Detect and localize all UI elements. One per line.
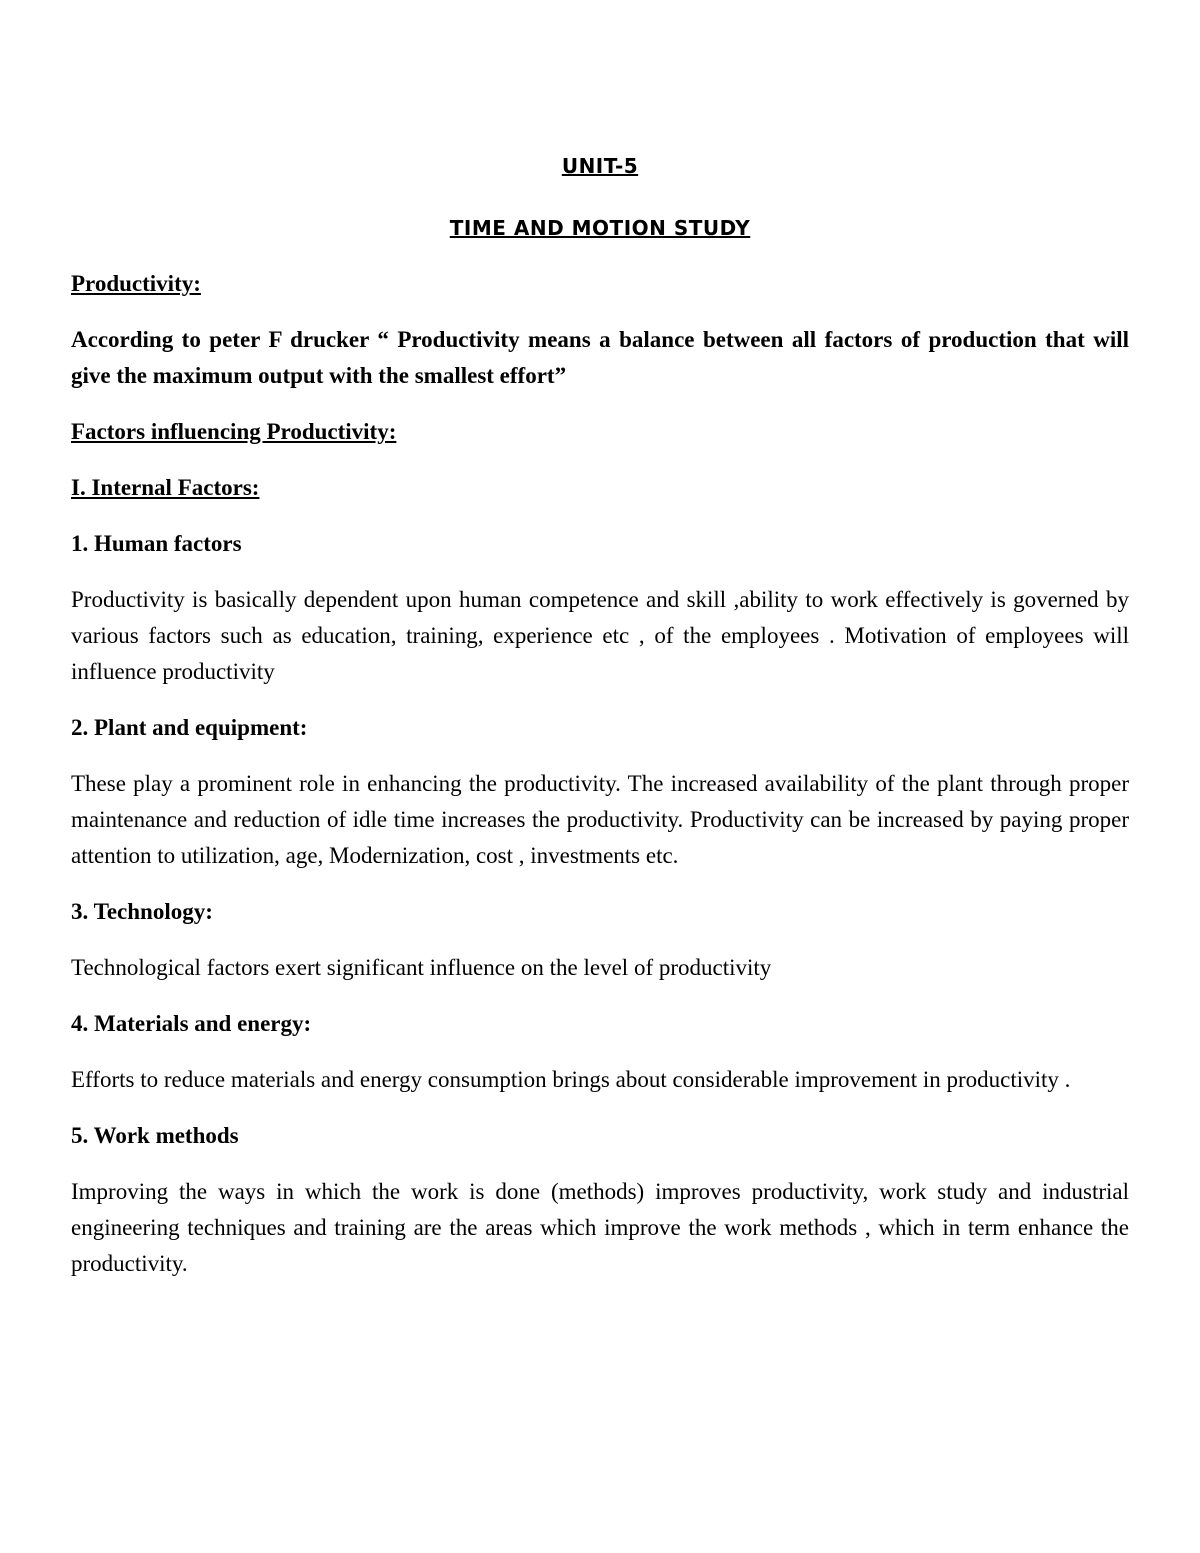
- section-heading-human-factors: 1. Human factors: [71, 531, 242, 556]
- document-title: TIME AND MOTION STUDY: [449, 216, 751, 240]
- section-body-materials-energy: Efforts to reduce materials and energy consumption brings about considerable improvement in productivity .: [71, 1067, 1071, 1092]
- section-body-human-factors: Productivity is basically dependent upon human competence and skill ,ability to work effectively is governed by various factors such as education, training, experience etc , of the employees . Motivation of employees will influence productivity: [71, 587, 1129, 684]
- unit-title: UNIT-5: [561, 154, 639, 178]
- productivity-definition: According to peter F drucker “ Productivity means a balance between all factors of production that will give the maximum output with the smallest effort”: [71, 327, 1129, 388]
- document-content: [71, 148, 1129, 1282]
- section-body-work-methods: Improving the ways in which the work is done (methods) improves productivity, work study and industrial engineering techniques and training are the areas which improve the work methods , which in term enhance the productivity.: [71, 1179, 1129, 1276]
- section-body-plant-equipment: These play a prominent role in enhancing the productivity. The increased availability of the plant through proper maintenance and reduction of idle time increases the productivity. Productivity can be increased by paying proper attention to utilization, age, Modernization, cost , investments etc.: [71, 771, 1129, 868]
- section-heading-materials-energy: 4. Materials and energy:: [71, 1011, 312, 1036]
- section-heading-work-methods: 5. Work methods: [71, 1123, 239, 1148]
- internal-factors-heading: I. Internal Factors:: [71, 475, 260, 500]
- section-heading-plant-equipment: 2. Plant and equipment:: [71, 715, 308, 740]
- section-body-technology: Technological factors exert significant influence on the level of productivity: [71, 955, 772, 980]
- factors-heading: Factors influencing Productivity:: [71, 419, 397, 444]
- section-heading-technology: 3. Technology:: [71, 899, 213, 924]
- productivity-heading: Productivity:: [71, 271, 201, 296]
